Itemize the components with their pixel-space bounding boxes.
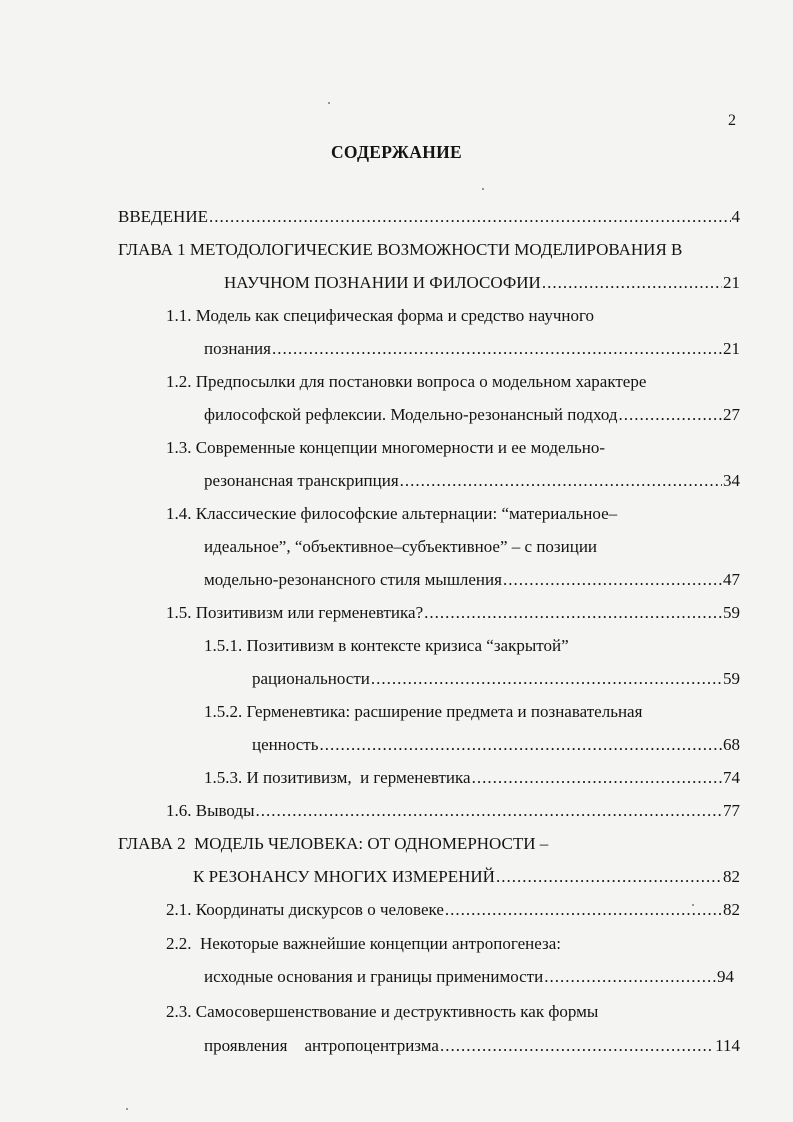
leader-dots (424, 600, 722, 626)
leader-dots (320, 732, 723, 758)
toc-entry-text: 1.6. Выводы (166, 801, 255, 820)
toc-entry (204, 402, 740, 428)
toc-entry (118, 204, 740, 230)
toc-entry-page: 94 (717, 967, 734, 986)
toc-entry (118, 831, 740, 857)
toc-entry-text: 1.1. Модель как специфическая форма и средство научного (166, 306, 595, 325)
toc-entry-page: 74 (723, 768, 740, 787)
toc-entry-text: ВВЕДЕНИЕ (118, 207, 208, 226)
toc-entry (166, 369, 740, 395)
scan-speck (126, 1108, 128, 1110)
toc-entry (252, 732, 740, 758)
toc-entry (204, 1033, 740, 1059)
toc-entry-text: К РЕЗОНАНСУ МНОГИХ ИЗМЕРЕНИЙ (193, 867, 495, 886)
toc-entry (166, 600, 740, 626)
toc-entry (166, 897, 740, 923)
leader-dots (440, 1033, 714, 1059)
toc-entry (204, 336, 740, 362)
toc-entry-page: 59 (723, 603, 740, 622)
toc-entry-text: модельно-резонансного стиля мышления (204, 570, 502, 589)
toc-entry (166, 999, 740, 1025)
toc-entry-page: 27 (723, 405, 740, 424)
page-number: 2 (728, 112, 736, 129)
toc-entry (166, 303, 740, 329)
leader-dots (371, 666, 722, 692)
toc-entry (252, 666, 740, 692)
toc-entry (118, 237, 758, 263)
leader-dots (544, 964, 716, 990)
toc-entry-text: 1.5.3. И позитивизм, и герменевтика (204, 768, 471, 787)
toc-entry (166, 798, 740, 824)
toc-entry-text: исходные основания и границы применимости (204, 967, 544, 986)
toc-entry-text: 1.2. Предпосылки для постановки вопроса о модельном характере (166, 372, 647, 391)
toc-entry (166, 931, 740, 957)
toc-entry (204, 534, 740, 560)
toc-entry-text: ГЛАВА 1 МЕТОДОЛОГИЧЕСКИЕ ВОЗМОЖНОСТИ МОДЕЛИРОВАНИЯ В (118, 240, 683, 259)
toc-entry-page: 21 (723, 339, 740, 358)
toc-entry-text: проявления антропоцентризма (204, 1036, 439, 1055)
toc-entry-page: 68 (723, 735, 740, 754)
leader-dots (400, 468, 722, 494)
toc-entry-page: 59 (723, 669, 740, 688)
leader-dots (503, 567, 722, 593)
toc-entry (204, 567, 740, 593)
leader-dots (472, 765, 722, 791)
toc-entry-text: познания (204, 339, 271, 358)
scan-speck (482, 188, 484, 190)
toc-entry-text: 1.5.2. Герменевтика: расширение предмета и познавательная (204, 702, 643, 721)
toc-entry (193, 864, 740, 890)
leader-dots (445, 897, 722, 923)
toc-entry-text: 2.2. Некоторые важнейшие концепции антропогенеза: (166, 934, 562, 953)
scan-speck (692, 904, 694, 906)
toc-entry-page: 82 (723, 900, 740, 919)
toc-entry (166, 501, 740, 527)
toc-entry-text: ценность (252, 735, 319, 754)
toc-entry-text: НАУЧНОМ ПОЗНАНИИ И ФИЛОСОФИИ (224, 273, 541, 292)
toc-entry (204, 964, 734, 990)
toc-entry-text: философской рефлексии. Модельно-резонансный подход (204, 405, 618, 424)
toc-entry (204, 765, 740, 791)
toc-entry-page: 4 (731, 207, 740, 226)
toc-entry-page: 34 (723, 471, 740, 490)
toc-entry-text: ГЛАВА 2 МОДЕЛЬ ЧЕЛОВЕКА: ОТ ОДНОМЕРНОСТИ – (118, 834, 549, 853)
leader-dots (542, 270, 722, 296)
toc-entry-text: рациональности (252, 669, 370, 688)
scan-speck (328, 102, 330, 104)
toc-entry-text: 2.1. Координаты дискурсов о человеке (166, 900, 444, 919)
toc-entry (204, 468, 740, 494)
leader-dots (496, 864, 722, 890)
toc-entry-text: резонансная транскрипция (204, 471, 399, 490)
toc-entry (204, 699, 740, 725)
toc-entry (166, 435, 740, 461)
page-title: СОДЕРЖАНИЕ (330, 142, 462, 162)
toc-entry-page: 82 (723, 867, 740, 886)
toc-entry-text: 1.5. Позитивизм или герменевтика? (166, 603, 424, 622)
leader-dots (272, 336, 722, 362)
leader-dots (209, 204, 731, 230)
leader-dots (619, 402, 722, 428)
toc-entry (224, 270, 740, 296)
toc-entry-text: 2.3. Самосовершенствование и деструктивность как формы (166, 1002, 599, 1021)
toc-entry-text: 1.5.1. Позитивизм в контексте кризиса “закрытой” (204, 636, 569, 655)
toc-entry (204, 633, 740, 659)
toc-entry-text: идеальное”, “объективное–субъективное” – с позиции (204, 537, 598, 556)
toc-entry-page: 47 (723, 570, 740, 589)
toc-entry-text: 1.4. Классические философские альтернации: “материальное– (166, 504, 618, 523)
toc-entry-page: 21 (723, 273, 740, 292)
toc-entry-page: 77 (723, 801, 740, 820)
leader-dots (256, 798, 722, 824)
toc-entry-page: 114 (715, 1036, 740, 1055)
toc-entry-text: 1.3. Современные концепции многомерности и ее модельно- (166, 438, 606, 457)
